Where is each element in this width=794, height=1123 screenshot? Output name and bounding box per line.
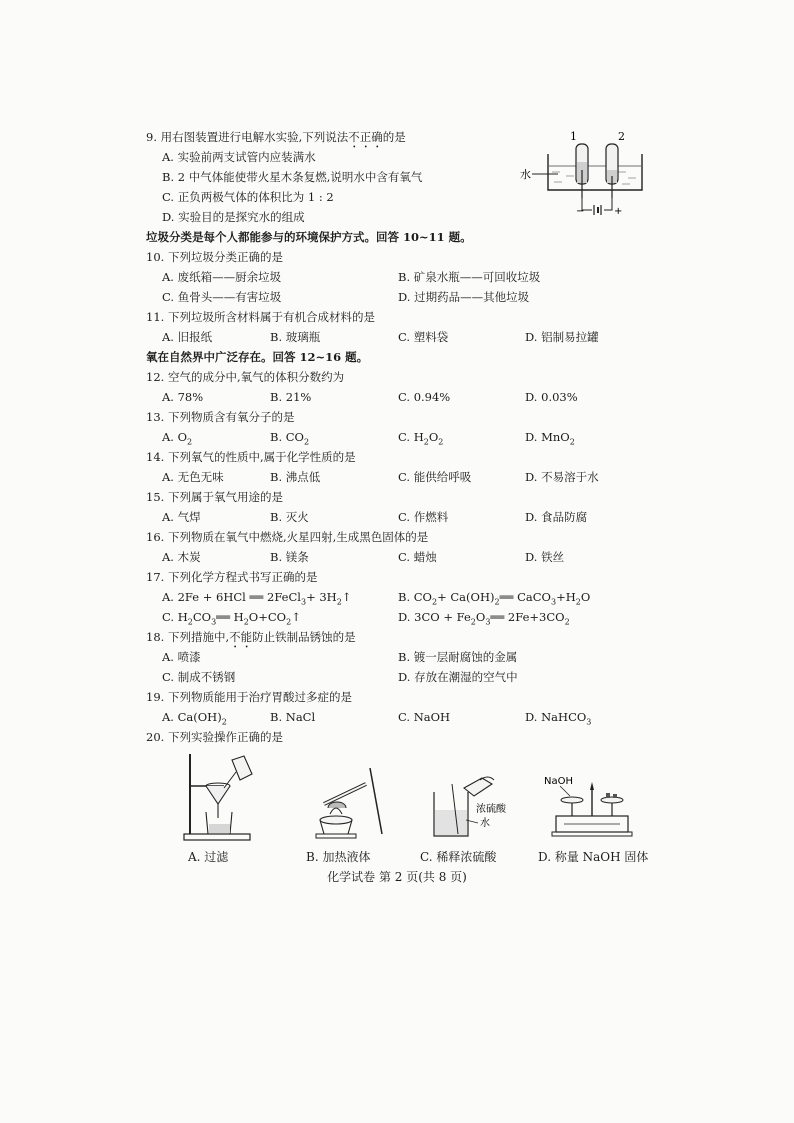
q18-stem: 18. 下列措施中,不能防止铁制品锈蚀的是 xyxy=(146,630,356,644)
page-footer: 化学试卷 第 2 页(共 8 页) xyxy=(327,870,467,884)
q15-option-d: D. 食品防腐 xyxy=(525,510,588,524)
q17-option-c: C. $H_2CO_3══$ $H_2O+CO_2↑$ xyxy=(162,610,301,627)
q20-caption-c: C. 稀释浓硫酸 xyxy=(420,850,497,864)
q20-stem: 20. 下列实验操作正确的是 xyxy=(146,730,283,744)
q20-caption-b: B. 加热液体 xyxy=(306,850,371,864)
q10-option-b: B. 矿泉水瓶——可回收垃圾 xyxy=(398,270,541,284)
concentrated-acid-label: 浓硫酸 xyxy=(476,804,506,815)
tube-1-label: 1 xyxy=(570,130,577,143)
q13-stem: 13. 下列物质含有氧分子的是 xyxy=(146,410,295,424)
q12-option-b: B. 21% xyxy=(270,390,312,404)
q19-option-a: A. $Ca(OH)_2$ xyxy=(162,710,227,727)
q14-option-c: C. 能供给呼吸 xyxy=(398,470,472,484)
q19-option-b: B. NaCl xyxy=(270,710,316,724)
fig-water-label: 水 xyxy=(480,818,490,829)
section-heading-2: 氧在自然界中广泛存在。回答 12~16 题。 xyxy=(146,350,369,364)
q10-option-a: A. 废纸箱——厨余垃圾 xyxy=(162,270,282,284)
q16-option-d: D. 铁丝 xyxy=(525,550,565,564)
q11-option-a: A. 旧报纸 xyxy=(162,330,213,344)
dilute-acid-figure xyxy=(428,774,524,842)
q12-option-a: A. 78% xyxy=(162,390,204,404)
q11-option-d: D. 铝制易拉罐 xyxy=(525,330,599,344)
q13-option-c: C. $H_2O_2$ xyxy=(398,430,444,447)
q10-option-d: D. 过期药品——其他垃圾 xyxy=(398,290,530,304)
q13-option-b: B. $CO_2$ xyxy=(270,430,310,447)
q17-option-b: B. $CO_2+$ $Ca(OH)_2══$ $CaCO_3+H_2O$ xyxy=(398,590,591,607)
q20-caption-d: D. 称量 NaOH 固体 xyxy=(538,850,649,864)
q11-option-b: B. 玻璃瓶 xyxy=(270,330,321,344)
q14-option-b: B. 沸点低 xyxy=(270,470,321,484)
q18-option-a: A. 喷漆 xyxy=(162,650,201,664)
q9-option-c: C. 正负两极气体的体积比为 1 : 2 xyxy=(162,190,334,204)
heating-liquid-figure xyxy=(306,764,390,842)
q14-stem: 14. 下列氧气的性质中,属于化学性质的是 xyxy=(146,450,356,464)
q9-stem: 9. 用右图装置进行电解水实验,下列说法不正确的是 xyxy=(146,130,406,144)
q15-stem: 15. 下列属于氧气用途的是 xyxy=(146,490,283,504)
q19-option-d: D. NaHCO$_3$ xyxy=(525,710,592,727)
q15-option-a: A. 气焊 xyxy=(162,510,201,524)
naoh-label: NaOH xyxy=(544,776,573,787)
filtration-figure xyxy=(178,752,262,842)
q11-stem: 11. 下列垃圾所含材料属于有机合成材料的是 xyxy=(146,310,375,324)
q12-option-d: D. 0.03% xyxy=(525,390,578,404)
q18-option-c: C. 制成不锈钢 xyxy=(162,670,236,684)
q10-stem: 10. 下列垃圾分类正确的是 xyxy=(146,250,283,264)
q16-option-a: A. 木炭 xyxy=(162,550,201,564)
q15-option-b: B. 灭火 xyxy=(270,510,309,524)
plus-sign: + xyxy=(614,206,623,217)
q15-option-c: C. 作燃料 xyxy=(398,510,449,524)
q17-option-a: A. 2Fe + 6HCl ══ 2FeCl$_3$+ $3H_2↑$ xyxy=(162,590,352,607)
q10-option-c: C. 鱼骨头——有害垃圾 xyxy=(162,290,282,304)
q20-caption-a: A. 过滤 xyxy=(188,850,229,864)
q12-stem: 12. 空气的成分中,氧气的体积分数约为 xyxy=(146,370,345,384)
q16-stem: 16. 下列物质在氧气中燃烧,火星四射,生成黑色固体的是 xyxy=(146,530,429,544)
section-heading-1: 垃圾分类是每个人都能参与的环境保护方式。回答 10~11 题。 xyxy=(146,230,472,244)
q11-option-c: C. 塑料袋 xyxy=(398,330,449,344)
q19-stem: 19. 下列物质能用于治疗胃酸过多症的是 xyxy=(146,690,352,704)
q9-option-b: B. 2 中气体能使带火星木条复燃,说明水中含有氧气 xyxy=(162,170,423,184)
q14-option-a: A. 无色无味 xyxy=(162,470,224,484)
q18-option-b: B. 镀一层耐腐蚀的金属 xyxy=(398,650,518,664)
q9-option-a: A. 实验前两支试管内应装满水 xyxy=(162,150,316,164)
q14-option-d: D. 不易溶于水 xyxy=(525,470,599,484)
tube-2-label: 2 xyxy=(618,130,625,143)
weighing-naoh-figure xyxy=(540,772,640,844)
q13-option-a: A. $O_2$ xyxy=(162,430,193,447)
minus-sign: − xyxy=(576,206,585,217)
q9-option-d: D. 实验目的是探究水的组成 xyxy=(162,210,305,224)
water-label: 水 xyxy=(520,168,531,181)
q17-option-d: D. $3CO + Fe_2O_3══$ $2Fe+3CO_2$ xyxy=(398,610,570,627)
q13-option-d: D. MnO$_2$ xyxy=(525,430,575,447)
q18-option-d: D. 存放在潮湿的空气中 xyxy=(398,670,518,684)
q16-option-b: B. 镁条 xyxy=(270,550,309,564)
electrolysis-figure xyxy=(518,126,646,218)
q19-option-c: C. NaOH xyxy=(398,710,451,724)
q16-option-c: C. 蜡烛 xyxy=(398,550,437,564)
q17-stem: 17. 下列化学方程式书写正确的是 xyxy=(146,570,318,584)
q12-option-c: C. 0.94% xyxy=(398,390,451,404)
